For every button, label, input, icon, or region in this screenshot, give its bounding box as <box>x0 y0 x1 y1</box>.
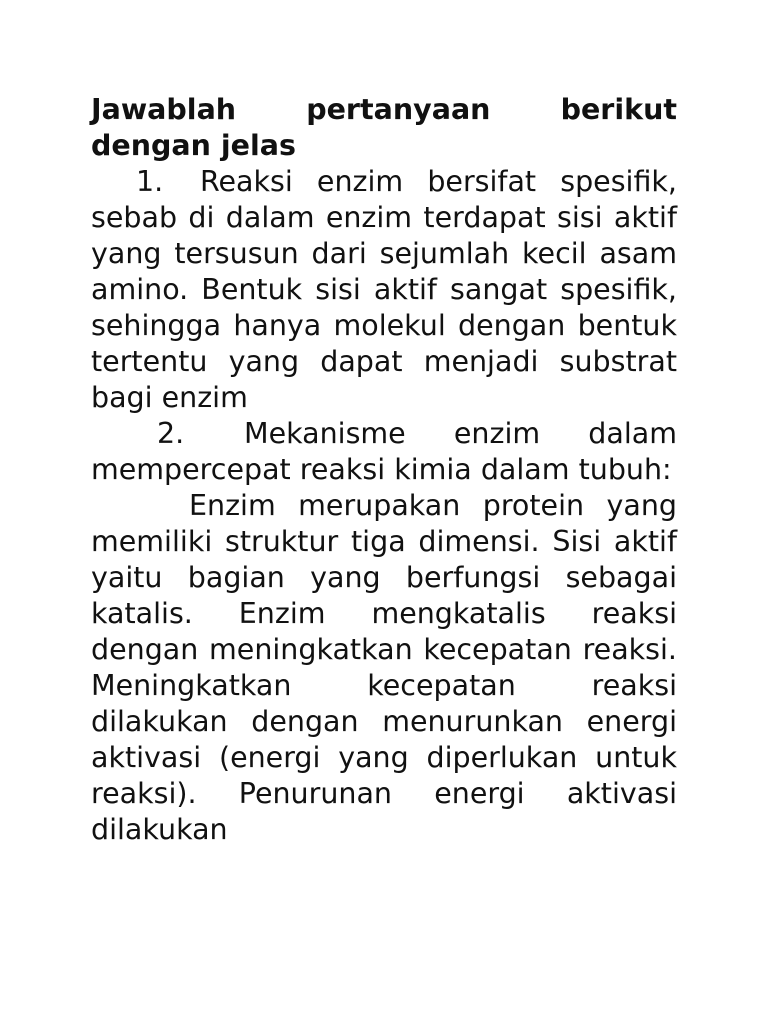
list-item-text: Reaksi enzim bersifat spesifik, sebab di dalam enzim terdapat sisi aktif yang tersusun dari sejumlah kecil asam amino. Bentuk sisi aktif sangat spesifik, sehingga hanya molekul dengan bentuk tertentu yang dapat menjadi substrat bagi enzim <box>91 165 677 414</box>
list-item <box>91 416 677 488</box>
list-item <box>91 164 677 416</box>
body-paragraph: Enzim merupakan protein yang memiliki struktur tiga dimensi. Sisi aktif yaitu bagian yang berfungsi sebagai katalis. Enzim mengkatalis reaksi dengan meningkatkan kecepatan reaksi. Meningkatkan kecepatan reaksi dilakukan dengan menurunkan energi aktivasi (energi yang diperlukan untuk reaksi). Penurunan energi aktivasi dilakukan <box>91 489 677 846</box>
document-page <box>91 92 677 848</box>
list-item-text: Mekanisme enzim dalam mempercepat reaksi kimia dalam tubuh: <box>91 417 677 486</box>
list-item-number: 2. <box>157 417 185 450</box>
list-item-number: 1. <box>136 165 164 198</box>
document-heading: Jawablah pertanyaan berikut dengan jelas <box>91 93 677 162</box>
